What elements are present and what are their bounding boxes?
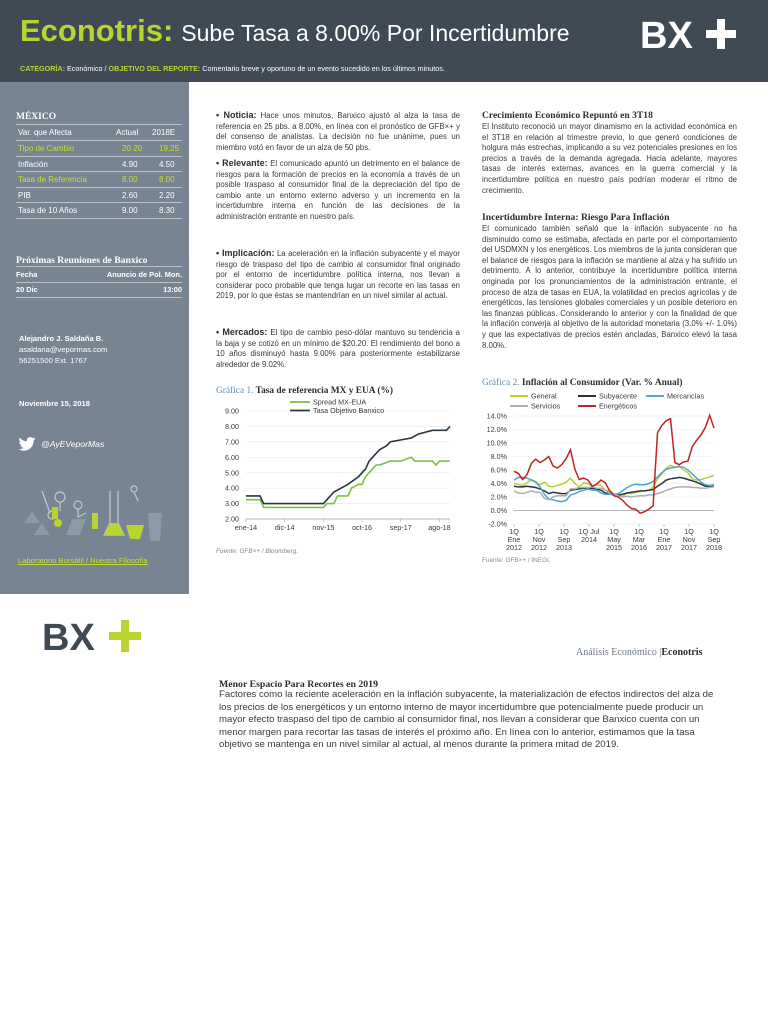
- chart1-series-line: [246, 457, 450, 507]
- indicator-estimate: 2.20: [159, 190, 175, 200]
- chart2-x-tick-label: 2014: [581, 535, 597, 544]
- meeting-row: [16, 282, 182, 298]
- chart2-x-tick-label: 2013: [556, 543, 572, 552]
- chart2-x-tick-label: Sep: [557, 535, 571, 544]
- indicator-estimate: 4.50: [159, 159, 175, 169]
- chart2-y-tick-label: 10.0%: [486, 438, 507, 448]
- section-title-incertidumbre: Incertidumbre Interna: Riesgo Para Inflación: [482, 212, 670, 223]
- chart1-y-tick-label: 7.00: [225, 437, 239, 447]
- chart2-y-tick-label: 12.0%: [486, 425, 507, 435]
- author-phone: 56251500 Ext. 1767: [19, 356, 87, 365]
- indicator-name: Inflación: [18, 159, 48, 169]
- noticia-label: Noticia:: [223, 110, 257, 120]
- chart1-x-tick-label: oct-16: [352, 523, 373, 532]
- indicator-row: [16, 171, 182, 187]
- indicator-row: [16, 202, 182, 218]
- indicator-actual: 8.00: [122, 175, 138, 184]
- indicator-estimate: 19.25: [159, 144, 180, 153]
- mercados-text: El tipo de cambio peso-dólar mantuvo su tendencia a la baja y se cotizó en un mínimo de $20.20. El rendimiento del bono a 10 años disminuyó hasta 9.00% para posteriormente estabilizarse alrededor de 9.02%.: [216, 328, 460, 369]
- col-estimate: 2018E: [152, 128, 176, 137]
- page2-section-label: Análisis Económico: [576, 647, 657, 658]
- meeting-time: 13:00: [163, 285, 182, 294]
- chart2-legend-label: Mercancías: [667, 391, 705, 401]
- category-label: CATEGORÍA:: [20, 64, 65, 73]
- chart1-y-tick-label: 6.00: [225, 452, 239, 462]
- relevante-label: Relevante:: [222, 158, 268, 168]
- chart2-title-text: Inflación al Consumidor (Var. % Anual): [521, 378, 683, 388]
- bx-logo: [640, 14, 740, 54]
- chart2-x-tick-label: May: [607, 535, 621, 544]
- indicator-actual: 9.00: [122, 206, 138, 215]
- objective-label: OBJETIVO DEL REPORTE:: [108, 64, 201, 73]
- sidebar-country: MÉXICO: [16, 112, 57, 122]
- indicator-actual: 20.20: [122, 144, 143, 153]
- chart2-plot: [478, 390, 740, 558]
- chart2-legend-label: General: [531, 391, 557, 401]
- chart2-x-tick-label: 2017: [656, 543, 672, 552]
- indicator-name: Tipo de Cambio: [18, 144, 75, 153]
- meeting-date: 20 Dic: [16, 285, 38, 294]
- paragraph-relevante: • Relevante: El comunicado apuntó un detrimento en el balance de riesgos para la formación de precios en la economía a través de un posible traspaso al consumidor final de la depreciación del tipo de cambio ante un entorno externo adverso y un incremento en la incertidumbre interna en función de las decisiones de la administración entrante en nuestro país.: [216, 158, 460, 221]
- chart2-source: Fuente: GFB×+ / INEGI.: [482, 557, 551, 564]
- col-variable: Var. que Afecta: [18, 128, 72, 137]
- brand-name: Econotris:: [20, 13, 174, 48]
- chart1-x-tick-label: sep-17: [389, 523, 412, 532]
- svg-text:BX: BX: [640, 15, 693, 54]
- chart2-x-tick-label: 2012: [506, 543, 522, 552]
- chart1-plot: [214, 397, 460, 549]
- indicator-actual: 2.60: [122, 190, 138, 200]
- report-title: [20, 12, 570, 56]
- paragraph-noticia: • Noticia: Hace unos minutos, Banxico ajustó al alza la tasa de referencia en 25 pbs. a 8.00%, en línea con el pronóstico de GFB×+ y del consenso de analistas. La decisión no fue unánime, pues un miembro votó en favor de un alza de 50 pbs.: [216, 110, 461, 152]
- indicator-name: Tasa de 10 Años: [18, 206, 78, 215]
- mercados-label: Mercados:: [222, 327, 268, 337]
- chart2-x-tick-label: 1Q Jul: [578, 527, 600, 536]
- twitter-handle[interactable]: @AyEVeporMas: [41, 439, 105, 449]
- indicator-row: [16, 156, 182, 172]
- chart1-y-tick-label: 5.00: [225, 468, 239, 478]
- chart2-title: [482, 378, 682, 388]
- indicator-name: Tasa de Referencia: [18, 175, 87, 184]
- chart2-x-tick-label: 1Q: [709, 527, 719, 536]
- chart2-x-tick-label: 2018: [706, 543, 722, 552]
- chart2-x-tick-label: 2012: [531, 543, 547, 552]
- chart2-x-tick-label: Ene: [657, 535, 671, 544]
- chart1-x-tick-label: ago-18: [428, 523, 451, 532]
- chart2-x-tick-label: 1Q: [559, 527, 569, 536]
- chart2-x-tick-label: Mar: [632, 535, 646, 544]
- paragraph-mercados: • Mercados: El tipo de cambio peso-dólar mantuvo su tendencia a la baja y se cotizó en un mínimo de $20.20. El rendimiento del bono a 10 años disminuyó hasta 9.00% para posteriormente estabilizarse alrededor de 9.02%.: [216, 327, 460, 369]
- bx-logo-page2: [42, 617, 144, 657]
- meetings-title: Próximas Reuniones de Banxico: [16, 255, 148, 266]
- chart1-y-tick-label: 9.00: [225, 406, 239, 416]
- page2-section-name: Econotris: [661, 647, 703, 658]
- category-separator: /: [102, 64, 109, 73]
- section-text-crecimiento: El Instituto reconoció un mayor dinamismo en la actividad económica en el 3T18 en relación al trimestre previo, lo que generó condiciones de holgura más estrechas, implicando a su vez potenciales presiones en los precios a través de la demanda agregada. Hacia adelante, mayores tasas de interés externas, avances en la guerra comercial y la incertidumbre política en nuestro país podrían moderar el ritmo de crecimiento.: [482, 122, 737, 195]
- sidebar-links[interactable]: Laboratorio Bursátil / Nuestra Filosofía: [18, 556, 148, 565]
- page2-section-separator: |: [659, 647, 662, 658]
- implicacion-text: La aceleración en la inflación subyacente y el mayor riesgo de traspaso del tipo de cambio al consumidor final originado por el entorno de incertidumbre política interna, nos llevan a considerar poco probable que tenga lugar un recorte en las tasas en 2019, por lo que éstas se mantendrían en un nivel similar al actual.: [216, 249, 461, 301]
- laboratory-illustration: [14, 483, 174, 545]
- section-text-incertidumbre: El comunicado también señaló que la inflación subyacente no ha disminuido como se estimaba, afectada en parte por el comportamiento del USDMXN y los energéticos. Los miembros de la junta consideran que el balance de riesgos para la inflación se mantiene al alza y ha sufrido un detrimento. A lo anterior, contribuye la incertidumbre política interna originada por los pronunciamientos de la administración entrante, el proceso de alza de tasas en EUA, la volatilidad en precios agrícolas y de energéticos, las tensiones globales comerciales y un posible deterioro en las finanzas públicas. Considerando lo anterior y con la finalidad de que la inflación converja al objetivo de la autoridad monetaria (3.0% +/- 1.0%) y que las expectativas de precios estén ancladas, Banxico elevó la tasa 8.00%.: [482, 224, 737, 350]
- paragraph-implicacion: • Implicación: La aceleración en la inflación subyacente y el mayor riesgo de traspaso del tipo de cambio al consumidor final originado por el entorno de incertidumbre política interna, nos llevan a considerar poco probable que tenga lugar un recorte en las tasas en 2019, por lo que éstas se mantendrían en un nivel similar al actual.: [216, 248, 461, 301]
- chart2-x-tick-label: Nov: [532, 535, 546, 544]
- meetings-col-date: Fecha: [16, 270, 38, 279]
- svg-text:BX: BX: [42, 617, 95, 657]
- chart1-source: Fuente: GFB×+ / Bloomberg.: [216, 548, 299, 555]
- col-actual: Actual: [116, 128, 139, 137]
- noticia-text: Hace unos minutos, Banxico ajustó al alza la tasa de referencia en 25 pbs. a 8.00%, en línea con el pronóstico de GFB×+ y del consenso de analistas. La decisión no fue unánime, pues un miembro votó en favor de un alza de 50 pbs.: [216, 111, 461, 152]
- chart2-x-tick-label: 1Q: [684, 527, 694, 536]
- page2-title: Menor Espacio Para Recortes en 2019: [219, 679, 378, 690]
- chart2-x-tick-label: 1Q: [659, 527, 669, 536]
- section-title-crecimiento: Crecimiento Económico Repuntó en 3T18: [482, 110, 653, 121]
- chart1-y-tick-label: 3.00: [225, 499, 239, 509]
- implicacion-label: Implicación:: [221, 248, 275, 258]
- chart2-x-tick-label: Sep: [707, 535, 721, 544]
- indicator-table-bottom-rule: [16, 218, 182, 219]
- indicator-actual: 4.90: [122, 159, 138, 169]
- chart2-label: Gráfica 2.: [482, 378, 520, 388]
- chart1-label: Gráfica 1.: [216, 386, 254, 396]
- author-name: Alejandro J. Saldaña B.: [19, 334, 104, 343]
- chart2-y-tick-label: 4.0%: [490, 479, 507, 489]
- meetings-col-announce: Anuncio de Pol. Mon.: [106, 270, 182, 279]
- report-date: Noviembre 15, 2018: [19, 399, 90, 408]
- chart1-y-tick-label: 4.00: [225, 483, 239, 493]
- indicator-row: [16, 187, 182, 203]
- chart1-title: [216, 386, 393, 396]
- headline: Sube Tasa a 8.00% Por Incertidumbre: [181, 20, 570, 46]
- chart1-legend-label: Tasa Objetivo Banxico: [313, 406, 385, 415]
- chart2-y-tick-label: 6.0%: [490, 465, 507, 475]
- chart2-x-tick-label: 2017: [681, 543, 697, 552]
- chart2-x-tick-label: 1Q: [609, 527, 619, 536]
- chart2-y-tick-label: 14.0%: [486, 411, 507, 421]
- page2-section: [576, 647, 702, 658]
- chart2-legend-label: Subyacente: [599, 391, 637, 401]
- chart2-x-tick-label: 2016: [631, 543, 647, 552]
- chart1-legend-label: Spread MX-EUA: [313, 397, 367, 407]
- chart2-x-tick-label: 2015: [606, 543, 622, 552]
- indicator-table-header: [16, 124, 182, 140]
- author-email[interactable]: asaldana@vepormas.com: [19, 345, 108, 354]
- chart2-y-tick-label: 0.0%: [490, 506, 507, 516]
- chart1-series-line: [246, 426, 450, 503]
- objective-value: Comentario breve y oportuno de un evento sucedido en los últimos minutos.: [202, 64, 445, 73]
- chart2-legend-label: Servicios: [531, 401, 561, 411]
- indicator-estimate: 8.00: [159, 175, 175, 184]
- page2-text: Factores como la reciente aceleración en la inflación subyacente, la materialización de efectos indirectos del alza de los precios de los energéticos y un entorno interno de mayor incertidumbre que potencialmente puede producir un mayor efecto traspaso del tipo de cambio al consumidor final, nos llevan a considerar que Banxico cuenta con un menor margen para recortar las tasas de interés el próximo año. En línea con lo anterior, estimamos que la tasa objetivo se mantenga en un nivel similar al actual, al menos durante la primera mitad de 2019.: [219, 689, 714, 751]
- meetings-header: [16, 266, 182, 283]
- chart2-x-tick-label: 1Q: [634, 527, 644, 536]
- chart1-x-tick-label: ene-14: [234, 523, 258, 532]
- indicator-estimate: 8.30: [159, 206, 175, 215]
- chart1-title-text: Tasa de referencia MX y EUA (%): [255, 386, 393, 396]
- category-value: Económico: [66, 64, 103, 73]
- chart2-y-tick-label: -2.0%: [488, 519, 507, 529]
- chart2-x-tick-label: 1Q: [534, 527, 544, 536]
- chart1-x-tick-label: dic-14: [274, 523, 295, 532]
- chart2-x-tick-label: Nov: [682, 535, 696, 544]
- indicator-name: PIB: [18, 190, 31, 200]
- report-category: [20, 64, 445, 73]
- chart1-x-tick-label: nov-15: [312, 523, 335, 532]
- twitter-icon[interactable]: [18, 437, 36, 451]
- indicator-row: [16, 140, 182, 156]
- chart2-legend-label: Energéticos: [599, 401, 637, 411]
- chart1-y-tick-label: 2.00: [225, 514, 239, 524]
- chart1-y-tick-label: 8.00: [225, 422, 239, 432]
- chart2-y-tick-label: 2.0%: [490, 492, 507, 502]
- relevante-text: El comunicado apuntó un detrimento en el balance de riesgos para la formación de precios en la economía a través de un posible traspaso al consumidor final de la depreciación del tipo de cambio ante un entorno externo adverso y un incremento en la incertidumbre interna en función de las decisiones de la administración entrante en nuestro país.: [216, 159, 460, 221]
- chart2-x-tick-label: 1Q: [509, 527, 519, 536]
- chart2-x-tick-label: Ene: [507, 535, 521, 544]
- chart2-y-tick-label: 8.0%: [490, 452, 507, 462]
